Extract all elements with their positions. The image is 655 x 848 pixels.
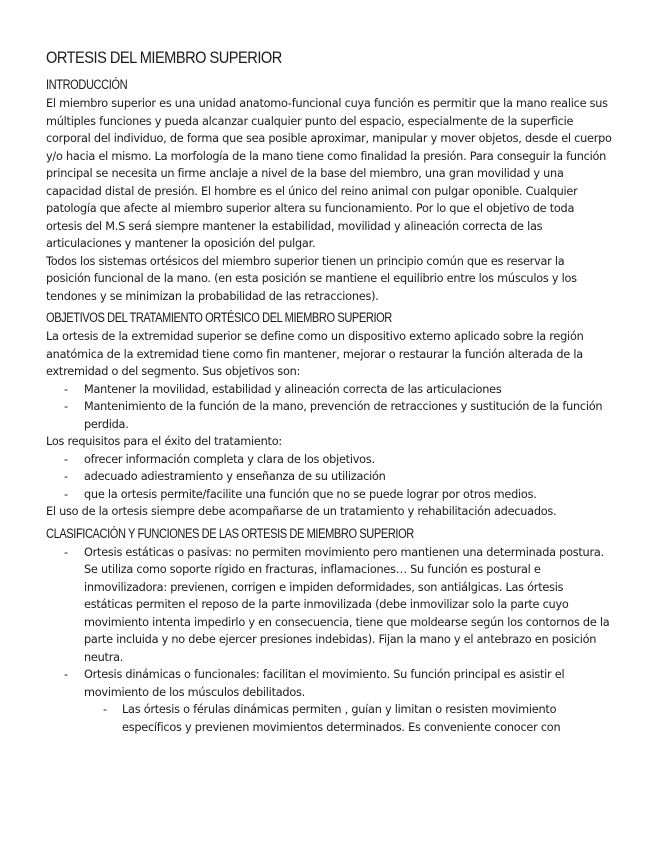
list-item: - Mantenimiento de la función de la mano, prevención de retracciones y sustitución de la función perdida. (46, 398, 612, 433)
intro-paragraph-2: Todos los sistemas ortésicos del miembro superior tienen un principio común que es reservar la posición funcional de la mano. (en esta posición se mantiene el equilibrio entre los músculos y los tendones y se minimizan la probabilidad de las retracciones). (46, 254, 577, 303)
requirements-list (46, 451, 612, 504)
list-item: - Ortesis estáticas o pasivas: no permiten movimiento pero mantienen una determinada postura. Se utiliza como soporte rígido en fracturas, inflamaciones… Su función es postural e inmovilizadora: previenen, corrigen e impiden deformidades, son antiálgicas. Las órtesis estáticas permiten el reposo de la parte inmovilizada (debe inmovilizar solo la parte cuyo movimiento intenta impedirlo y en consecuencia, tiene que moldearse según los contornos de la parte incluida y no debe ejercer presiones indebidas). Fijan la mano y el antebrazo en posición neutra. (46, 544, 612, 667)
list-item: - Mantener la movilidad, estabilidad y alineación correcta de las articulaciones (46, 381, 612, 399)
intro-heading: INTRODUCCIÓN (46, 77, 128, 92)
classification-list (46, 544, 612, 702)
objectives-paragraph-3: El uso de la ortesis siempre debe acompañarse de un tratamiento y rehabilitación adecuados. (46, 505, 557, 518)
list-item: - adecuado adiestramiento y enseñanza de su utilización (46, 468, 612, 486)
objectives-paragraph-1: La ortesis de la extremidad superior se define como un dispositivo externo aplicado sobre la región anatómica de la extremidad tiene como fin mantener, mejorar o restaurar la función alterada de la extremidad o del segmento. Sus objetivos son: (46, 330, 584, 378)
intro-paragraph-1: El miembro superior es una unidad anatomo-funcional cuya función es permitir que la mano realice sus múltiples funciones y pueda alcanzar cualquier punto del espacio, especialmente de la superficie corporal del individuo, de forma que sea posible aproximar, manipular y mover objetos, desde el cuerpo y/o hacia el mismo. La morfología de la mano tiene como finalidad la presión. Para conseguir la función principal se necesita un firme anclaje a nivel de la base del miembro, una gran movilidad y una capacidad distal de presión. El hombre es el único del reino animal con pulgar oponible. Cualquier patología que afecte al miembro superior altera su funcionamiento. Por lo que el objetivo de toda ortesis del M.S será siempre mantener la estabilidad, movilidad y alineación correcta de las articulaciones y mantener la oposición del pulgar. (46, 97, 612, 250)
list-item: - Ortesis dinámicas o funcionales: facilitan el movimiento. Su función principal es asistir el movimiento de los músculos debilitados. (46, 666, 612, 701)
objectives-list (46, 381, 612, 434)
list-item: - que la ortesis permite/facilite una función que no se puede lograr por otros medios. (46, 486, 612, 504)
classification-sublist (46, 701, 612, 736)
classification-heading: CLASIFICACIÓN Y FUNCIONES DE LAS ORTESIS DE MIEMBRO SUPERIOR (46, 525, 414, 541)
document-title: ORTESIS DEL MIEMBRO SUPERIOR (46, 48, 282, 67)
requirements-intro: Los requisitos para el éxito del tratamiento: (46, 435, 282, 448)
objectives-heading: OBJETIVOS DEL TRATAMIENTO ORTÉSICO DEL MIEMBRO SUPERIOR (46, 310, 392, 325)
list-item: - ofrecer información completa y clara de los objetivos. (46, 451, 612, 469)
list-item: - Las órtesis o férulas dinámicas permiten , guían y limitan o resisten movimiento específicos y previenen movimientos determinados. Es conveniente conocer con (46, 701, 612, 736)
document-content (46, 48, 612, 736)
